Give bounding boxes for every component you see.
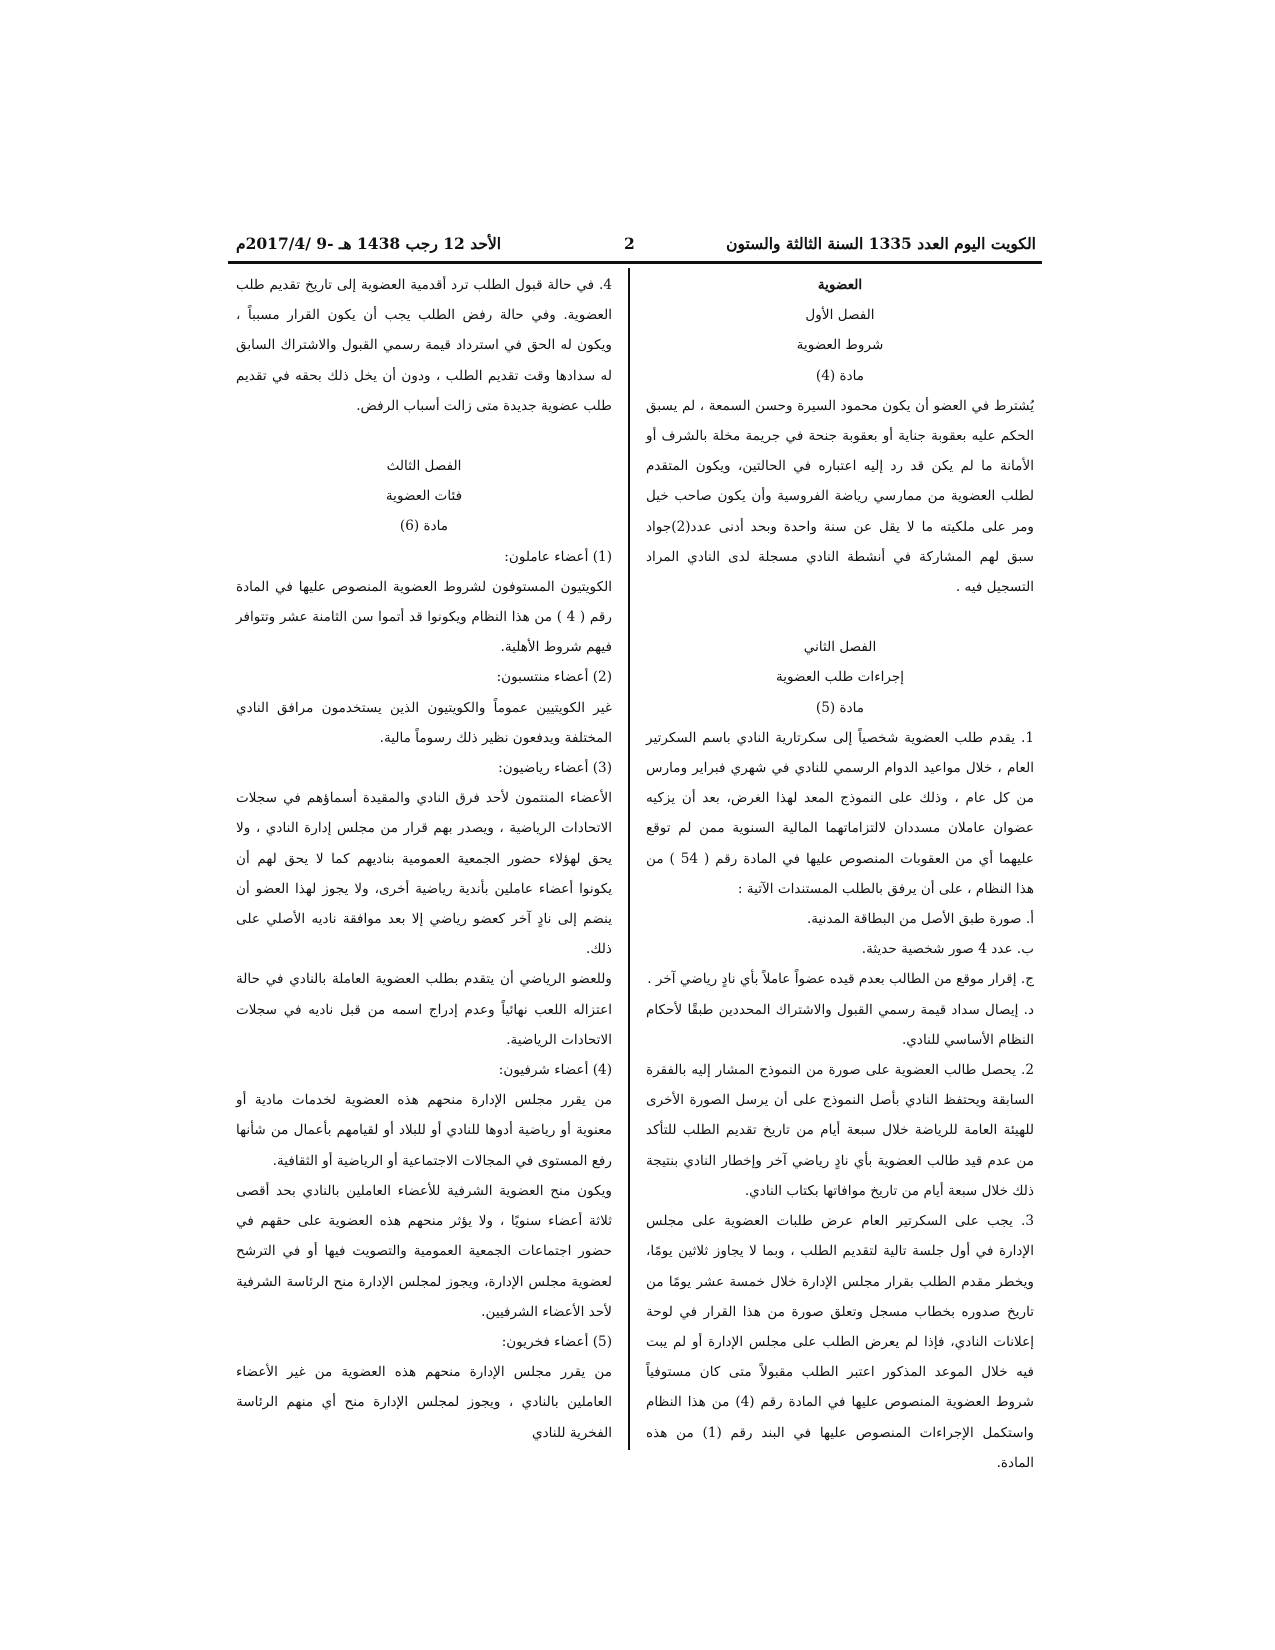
article4-text: يُشترط في العضو أن يكون محمود السيرة وحسن السمعة ، لم يسبق الحكم عليه بعقوبة جناية أو بعقوبة جنحة في جريمة مخلة بالشرف أو الأمانة ما لم يكن قد رد إليه اعتباره في الحالتين، ويكون المتقدم لطلب العضوية من ممارسي رياضة الفروسية وأن يكون صاحب خيل ومر على ملكيته ما لا يقل عن سنة واحدة وبحد أدنى عدد(2)جواد سبق لهم المشاركة في أنشطة النادي مسجلة لدى النادي المراد التسجيل فيه . xyxy=(646,397,1034,596)
article5-item3: 3. يجب على السكرتير العام عرض طلبات العضوية على مجلس الإدارة في أول جلسة تالية لتقديم الطلب ، وبما لا يجاوز ثلاثين يومًا، ويخطر مقدم الطلب بقرار مجلس الإدارة خلال خمسة عشر يومًا من تاريخ صدوره بخطاب مسجل وتعلق صورة من هذا القرار في لوحة إعلانات النادي، فإذا لم يعرض الطلب على مجلس الإدارة أو لم يبت فيه خلال الموعد المذكور اعتبر الطلب مقبولاً متى كان مستوفياً شروط العضوية المنصوص عليها في المادة رقم (4) من هذا النظام واستكمل الإجراءات المنصوص عليها في البند رقم (1) من هذه المادة. xyxy=(646,1213,1034,1471)
category5-title: (5) أعضاء فخريون: xyxy=(501,1333,612,1350)
category1-title: (1) أعضاء عاملون: xyxy=(504,548,612,565)
section-title: العضوية xyxy=(817,277,863,293)
page-header xyxy=(236,232,1036,258)
page-number: 2 xyxy=(624,234,635,253)
category3-text2: وللعضو الرياضي أن يتقدم بطلب العضوية العاملة بالنادي في حالة اعتزاله اللعب نهائياً وعدم إدراج اسمه من قبل ناديه في سجلات الاتحادات الرياضية. xyxy=(236,971,612,1048)
article5-item1: 1. يقدم طلب العضوية شخصياً إلى سكرتارية النادي باسم السكرتير العام ، خلال مواعيد الدوام الرسمي للنادي في شهري فبراير ومارس من كل عام ، وذلك على النموذج المعد لهذا الغرض، بعد أن يزكيه عضوان عاملان مسددان لالتزاماتهما المالية السنوية ممن لم توقع عليهما أي من العقوبات المنصوص عليها في المادة رقم ( 54 ) من هذا النظام ، على أن يرفق بالطلب المستندات الآتية : xyxy=(646,729,1035,897)
category2-title: (2) أعضاء منتسبون: xyxy=(496,669,612,686)
article6-title: مادة (6) xyxy=(399,518,449,535)
category4-text2: ويكون منح العضوية الشرفية للأعضاء العاملين بالنادي بحد أقصى ثلاثة أعضاء سنويًا ، ولا يؤثر منحهم هذه العضوية على حقهم في حضور اجتماعات الجمعية العمومية والتصويت فيها أو في الترشح لعضوية مجلس الإدارة، ويجوز لمجلس الإدارة منح الرئاسة الشرفية لأحد الأعضاء الشرفيين. xyxy=(236,1182,612,1320)
header-rule xyxy=(228,261,1042,264)
header-date: الأحد 12 رجب 1438 هـ -9 /2017/4م xyxy=(236,234,502,253)
chapter1-title: الفصل الأول xyxy=(805,307,875,324)
chapter1-subtitle: شروط العضوية xyxy=(796,337,884,354)
chapter2-title: الفصل الثاني xyxy=(803,639,877,656)
left-column xyxy=(236,270,612,1448)
chapter3-subtitle: فئات العضوية xyxy=(385,488,463,505)
article5-item1-c: ج. إقرار موقع من الطالب بعدم قيده عضواً عاملاً بأي نادٍ رياضي آخر . xyxy=(647,971,1034,988)
article5-item1-a: أ. صورة طبق الأصل من البطاقة المدنية. xyxy=(806,911,1034,928)
column-divider xyxy=(628,268,630,1450)
category2-text: غير الكويتيين عموماً والكويتيون الذين يستخدمون مرافق النادي المختلفة ويدفعون نظير ذلك رسوماً مالية. xyxy=(236,699,612,746)
category3-text: الأعضاء المنتمون لأحد فرق النادي والمقيدة أسماؤهم في سجلات الاتحادات الرياضية ، ويصدر بهم قرار من مجلس إدارة النادي ، ولا يحق لهؤلاء حضور الجمعية العمومية بناديهم كما لا يحق لهم أن يكونوا أعضاء عاملين بأندية رياضية أخرى، ولا يجوز لهذا العضو أن ينضم إلى نادٍ آخر كعضو رياضي إلا بعد موافقة ناديه الأصلي على ذلك. xyxy=(236,790,612,958)
article4-title: مادة (4) xyxy=(815,367,865,384)
right-column xyxy=(646,270,1034,1478)
article5-item1-b: ب. عدد 4 صور شخصية حديثة. xyxy=(861,941,1034,958)
category5-text: من يقرر مجلس الإدارة منحهم هذه العضوية من غير الأعضاء العاملين بالنادي ، ويجوز لمجلس الإدارة منح أي منهم الرئاسة الفخرية للنادي xyxy=(236,1364,612,1441)
category4-text: من يقرر مجلس الإدارة منحهم هذه العضوية لخدمات مادية أو معنوية أو رياضية أدوها للنادي أو للبلاد أو لقيامهم بأعمال من شأنها رفع المستوى في المجالات الاجتماعية أو الرياضية أو الثقافية. xyxy=(236,1092,612,1169)
chapter3-title: الفصل الثالث xyxy=(386,458,462,475)
header-gazette-issue: الكويت اليوم العدد 1335 السنة الثالثة والستون xyxy=(726,234,1036,253)
article5-item1-d: د. إيصال سداد قيمة رسمي القبول والاشتراك المحددين طبقًا لأحكام النظام الأساسي للنادي. xyxy=(646,1001,1034,1048)
category1-text: الكويتيون المستوفون لشروط العضوية المنصوص عليها في المادة رقم ( 4 ) من هذا النظام ويكونوا قد أتموا سن الثامنة عشر وتتوافر فيهم شروط الأهلية. xyxy=(236,578,612,656)
chapter2-subtitle: إجراءات طلب العضوية xyxy=(775,669,905,686)
article5-item4: 4. في حالة قبول الطلب ترد أقدمية العضوية إلى تاريخ تقديم طلب العضوية. وفي حالة رفض الطلب يجب أن يكون القرار مسبباً ، ويكون له الحق في استرداد قيمة رسمي القبول والاشتراك السابق له سدادها وقت تقديم الطلب ، ودون أن يخل ذلك بحقه في تقديم طلب عضوية جديدة متى زالت أسباب الرفض. xyxy=(236,277,612,414)
category4-title: (4) أعضاء شرفيون: xyxy=(498,1062,612,1079)
article5-title: مادة (5) xyxy=(815,699,865,716)
category3-title: (3) أعضاء رياضيون: xyxy=(498,760,612,777)
article5-item2: 2. يحصل طالب العضوية على صورة من النموذج المشار إليه بالفقرة السابقة ويحتفظ النادي بأصل النموذج على أن يرسل الصورة الأخرى للهيئة العامة للرياضة خلال سبعة أيام من تاريخ تقديم الطلب للتأكد من عدم قيد طالب العضوية بأي نادٍ رياضي آخر وإخطار النادي بنتيجة ذلك خلال سبعة أيام من تاريخ موافاتها بكتاب النادي. xyxy=(646,1062,1034,1199)
